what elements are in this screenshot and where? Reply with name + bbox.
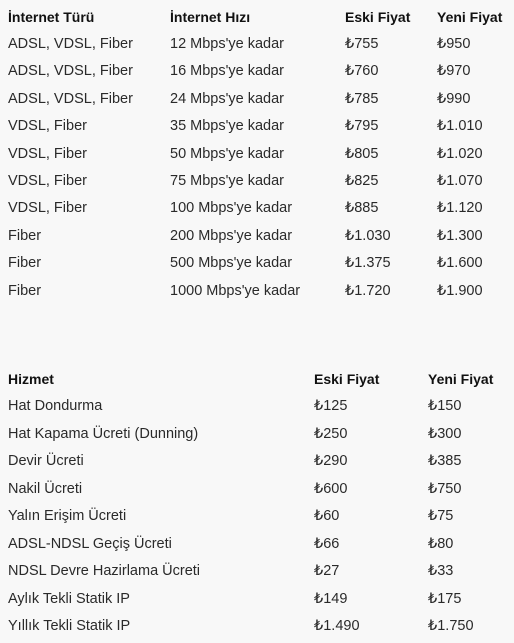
cell-internet-speed: 50 Mbps'ye kadar [170,145,284,162]
cell-internet-type: ADSL, VDSL, Fiber [8,36,133,53]
column-header-old-price: Eski Fiyat [314,370,380,387]
table-row [0,613,514,641]
table-row [0,530,514,558]
cell-internet-type: Fiber [8,255,42,272]
cell-internet-speed: 200 Mbps'ye kadar [170,227,293,244]
cell-new-price: ₺990 [437,90,471,107]
service-table-body [0,393,514,641]
cell-internet-speed: 75 Mbps'ye kadar [170,173,284,190]
cell-service-name: Nakil Ücreti [8,480,83,497]
table-row [0,393,514,421]
cell-old-price: ₺60 [314,508,340,525]
cell-old-price: ₺27 [314,563,340,580]
cell-new-price: ₺80 [428,535,454,552]
cell-internet-speed: 35 Mbps'ye kadar [170,118,284,135]
cell-new-price: ₺385 [428,453,462,470]
cell-new-price: ₺950 [437,36,471,53]
cell-old-price: ₺785 [345,90,379,107]
cell-internet-type: Fiber [8,282,42,299]
cell-service-name: ADSL-NDSL Geçiş Ücreti [8,535,172,552]
cell-old-price: ₺149 [314,590,348,607]
column-header-new-price: Yeni Fiyat [428,370,494,387]
column-header-old-price: Eski Fiyat [345,8,411,25]
cell-internet-type: VDSL, Fiber [8,173,87,190]
table-row [0,167,514,194]
service-price-table [0,365,514,640]
internet-table-body [0,30,514,304]
cell-service-name: Devir Ücreti [8,453,84,470]
cell-old-price: ₺760 [345,63,379,80]
cell-old-price: ₺125 [314,398,348,415]
cell-service-name: Hat Dondurma [8,398,103,415]
cell-internet-speed: 1000 Mbps'ye kadar [170,282,301,299]
table-row [0,448,514,476]
cell-new-price: ₺750 [428,480,462,497]
cell-internet-speed: 24 Mbps'ye kadar [170,90,284,107]
cell-new-price: ₺1.020 [437,145,483,162]
cell-service-name: NDSL Devre Hazirlama Ücreti [8,563,201,580]
table-row [0,195,514,222]
cell-old-price: ₺795 [345,118,379,135]
table-row [0,475,514,503]
table-row [0,58,514,85]
cell-old-price: ₺1.375 [345,255,391,272]
cell-old-price: ₺250 [314,425,348,442]
table-row [0,277,514,304]
cell-old-price: ₺885 [345,200,379,217]
column-header-new-price: Yeni Fiyat [437,8,503,25]
cell-new-price: ₺1.600 [437,255,483,272]
cell-old-price: ₺805 [345,145,379,162]
cell-old-price: ₺600 [314,480,348,497]
table-header-row [0,3,514,30]
cell-new-price: ₺175 [428,590,462,607]
cell-old-price: ₺1.030 [345,227,391,244]
cell-internet-type: ADSL, VDSL, Fiber [8,63,133,80]
internet-price-table [0,3,514,304]
cell-old-price: ₺1.490 [314,618,360,635]
cell-service-name: Yıllık Tekli Statik IP [8,618,131,635]
cell-new-price: ₺1.010 [437,118,483,135]
cell-service-name: Yalın Erişim Ücreti [8,508,127,525]
cell-internet-type: VDSL, Fiber [8,145,87,162]
cell-internet-speed: 500 Mbps'ye kadar [170,255,293,272]
cell-service-name: Hat Kapama Ücreti (Dunning) [8,425,199,442]
table-row [0,585,514,613]
cell-service-name: Aylık Tekli Statik IP [8,590,130,607]
table-row [0,113,514,140]
table-row [0,85,514,112]
cell-old-price: ₺290 [314,453,348,470]
cell-internet-speed: 100 Mbps'ye kadar [170,200,293,217]
cell-old-price: ₺755 [345,36,379,53]
cell-new-price: ₺33 [428,563,454,580]
table-row [0,503,514,531]
cell-new-price: ₺75 [428,508,454,525]
cell-internet-type: VDSL, Fiber [8,200,87,217]
cell-internet-type: ADSL, VDSL, Fiber [8,90,133,107]
table-row [0,140,514,167]
cell-internet-speed: 12 Mbps'ye kadar [170,36,284,53]
cell-new-price: ₺1.120 [437,200,483,217]
cell-new-price: ₺1.070 [437,173,483,190]
cell-old-price: ₺1.720 [345,282,391,299]
cell-old-price: ₺66 [314,535,340,552]
column-header-internet-type: İnternet Türü [8,8,95,25]
table-row [0,222,514,249]
table-row [0,30,514,57]
cell-new-price: ₺970 [437,63,471,80]
table-row [0,250,514,277]
cell-internet-speed: 16 Mbps'ye kadar [170,63,284,80]
table-row [0,558,514,586]
cell-internet-type: Fiber [8,227,42,244]
column-header-internet-speed: İnternet Hızı [170,8,251,25]
cell-new-price: ₺1.900 [437,282,483,299]
cell-new-price: ₺1.750 [428,618,474,635]
table-header-row [0,365,514,393]
cell-old-price: ₺825 [345,173,379,190]
cell-internet-type: VDSL, Fiber [8,118,87,135]
cell-new-price: ₺1.300 [437,227,483,244]
cell-new-price: ₺300 [428,425,462,442]
table-row [0,420,514,448]
cell-new-price: ₺150 [428,398,462,415]
column-header-service: Hizmet [8,370,54,387]
